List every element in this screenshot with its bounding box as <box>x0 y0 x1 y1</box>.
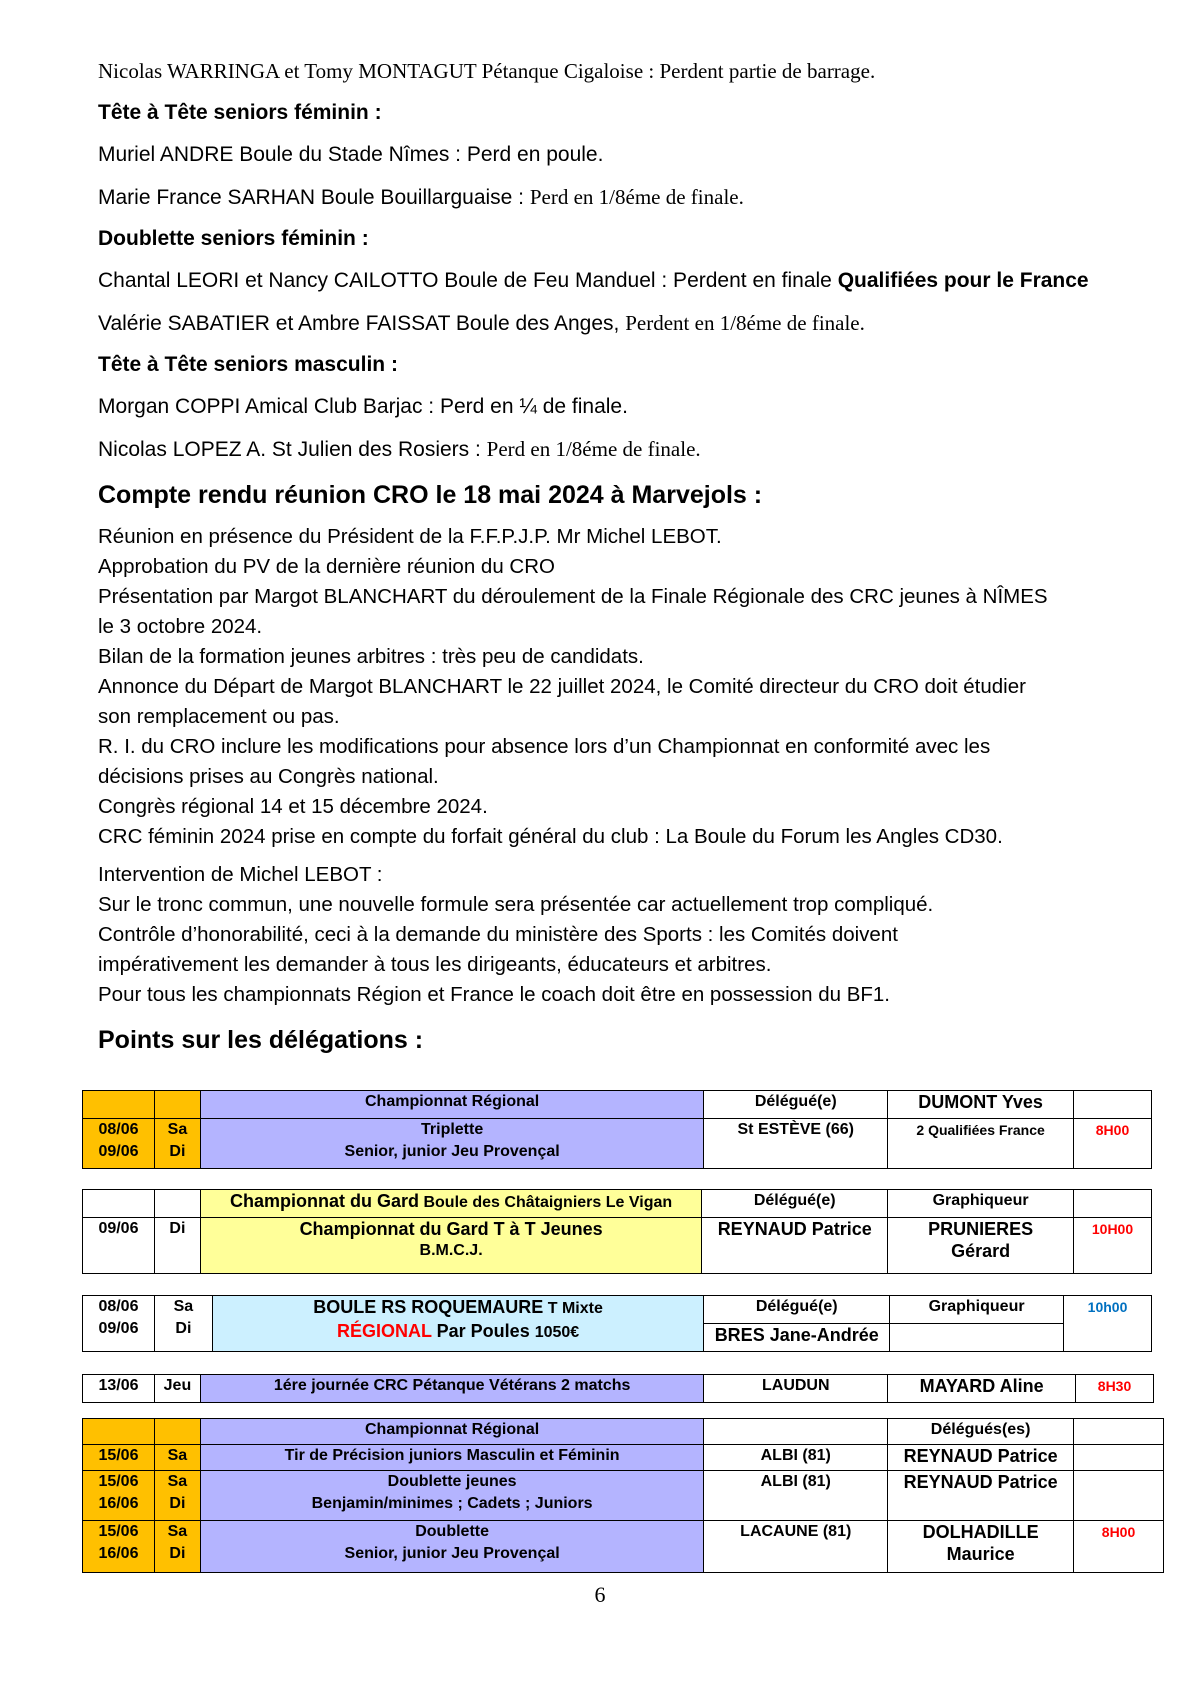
day-cell: Di <box>154 1218 200 1274</box>
date-cell: 13/06 <box>83 1375 155 1403</box>
section-heading: Tête à Tête seniors féminin : <box>98 101 382 124</box>
time-cell: 8H30 <box>1076 1375 1154 1403</box>
event-cell: Tir de Précision juniors Masculin et Féminin <box>200 1445 703 1471</box>
delegation-table-1 <box>82 1090 1152 1169</box>
table-header-role: Délégué(e) <box>702 1190 888 1218</box>
event-cell: 1ére journée CRC Pétanque Vétérans 2 matchs <box>200 1375 703 1403</box>
delegate-cell: REYNAUD Patrice <box>888 1471 1074 1521</box>
report-line: CRC féminin 2024 prise en compte du forfait général du club : La Boule du Forum les Angles CD30. <box>98 825 1003 848</box>
table-row <box>83 1445 1164 1471</box>
result-line: Nicolas WARRINGA et Tomy MONTAGUT Pétanque Cigaloise : Perdent partie de barrage. <box>98 59 876 83</box>
time-cell: 8H00 <box>1074 1119 1152 1169</box>
event-cell: Championnat du Gard T à T Jeunes B.M.C.J. <box>200 1218 701 1274</box>
result-line: Chantal LEORI et Nancy CAILOTTO Boule de Feu Manduel : Perdent en finale Qualifiées pour le France <box>98 269 1089 292</box>
intervention-line: Intervention de Michel LEBOT : <box>98 863 383 886</box>
table-header-role: Délégués(es) <box>888 1419 1074 1445</box>
report-title: Compte rendu réunion CRO le 18 mai 2024 à Marvejols : <box>98 481 763 509</box>
date-cell: 15/06 16/06 <box>83 1471 155 1521</box>
intervention-line: Sur le tronc commun, une nouvelle formule sera présentée car actuellement trop compliqué. <box>98 893 934 916</box>
time-cell: 10h00 <box>1064 1296 1152 1352</box>
day-cell: Sa Di <box>154 1119 200 1169</box>
day-cell: Sa Di <box>154 1296 212 1352</box>
report-line: R. I. du CRO inclure les modifications pour absence lors d’un Championnat en conformité avec les <box>98 735 991 758</box>
place-cell: ALBI (81) <box>704 1445 888 1471</box>
table-header-title: Championnat Régional <box>200 1091 703 1119</box>
delegate-cell: REYNAUD Patrice <box>702 1218 888 1274</box>
place-cell: LACAUNE (81) <box>704 1521 888 1573</box>
result-line: Valérie SABATIER et Ambre FAISSAT Boule des Anges, Perdent en 1/8éme de finale. <box>98 311 865 335</box>
time-cell <box>1074 1445 1164 1471</box>
time-cell: 10H00 <box>1074 1218 1152 1274</box>
result-line: Muriel ANDRE Boule du Stade Nîmes : Perd en poule. <box>98 143 604 166</box>
intervention-line: impérativement les demander à tous les dirigeants, éducateurs et arbitres. <box>98 953 772 976</box>
report-line: Bilan de la formation jeunes arbitres : très peu de candidats. <box>98 645 644 668</box>
table-header-title: Championnat du Gard Boule des Châtaigniers Le Vigan <box>200 1190 701 1218</box>
date-cell: 15/06 16/06 <box>83 1521 155 1573</box>
delegation-table-4 <box>82 1374 1154 1403</box>
graphiqueur-cell: PRUNIERES Gérard <box>888 1218 1074 1274</box>
delegation-table-5 <box>82 1418 1164 1573</box>
delegation-table-2 <box>82 1189 1152 1274</box>
place-cell: LAUDUN <box>704 1375 888 1403</box>
day-cell: Sa Di <box>154 1521 200 1573</box>
delegations-title: Points sur les délégations : <box>98 1026 424 1054</box>
table-header-role: Délégué(e) <box>704 1091 888 1119</box>
date-cell: 08/06 09/06 <box>83 1296 155 1352</box>
page-number: 6 <box>594 1582 606 1607</box>
day-cell: Sa <box>154 1445 200 1471</box>
result-line: Marie France SARHAN Boule Bouillarguaise : Perd en 1/8éme de finale. <box>98 185 744 209</box>
event-cell: Doublette jeunes Benjamin/minimes ; Cadets ; Juniors <box>200 1471 703 1521</box>
report-line: Approbation du PV de la dernière réunion du CRO <box>98 555 555 578</box>
event-cell: Doublette Senior, junior Jeu Provençal <box>200 1521 703 1573</box>
report-line: Réunion en présence du Président de la F.F.P.J.P. Mr Michel LEBOT. <box>98 525 722 548</box>
day-cell: Sa Di <box>154 1471 200 1521</box>
result-line: Nicolas LOPEZ A. St Julien des Rosiers : Perd en 1/8éme de finale. <box>98 437 701 461</box>
place-cell: St ESTÈVE (66) <box>704 1119 888 1169</box>
event-cell: BOULE RS ROQUEMAURE T Mixte RÉGIONAL Par Poules 1050€ <box>212 1296 703 1352</box>
table-header-role: Délégué(e) <box>704 1296 890 1324</box>
note-cell: 2 Qualifiées France <box>888 1119 1074 1169</box>
report-line: son remplacement ou pas. <box>98 705 340 728</box>
table-header-name: DUMONT Yves <box>888 1091 1074 1119</box>
intervention-line: Pour tous les championnats Région et France le coach doit être en possession du BF1. <box>98 983 890 1006</box>
event-cell: Triplette Senior, junior Jeu Provençal <box>200 1119 703 1169</box>
date-cell: 09/06 <box>83 1218 155 1274</box>
result-line: Morgan COPPI Amical Club Barjac : Perd en ¼ de finale. <box>98 395 628 418</box>
report-line: le 3 octobre 2024. <box>98 615 263 638</box>
intervention-line: Contrôle d’honorabilité, ceci à la demande du ministère des Sports : les Comités doivent <box>98 923 898 946</box>
table-header-graph: Graphiqueur <box>888 1190 1074 1218</box>
time-cell: 8H00 <box>1074 1521 1164 1573</box>
report-body <box>98 522 1118 1010</box>
delegate-cell: REYNAUD Patrice <box>888 1445 1074 1471</box>
report-line: Présentation par Margot BLANCHART du déroulement de la Finale Régionale des CRC jeunes à NÎMES <box>98 585 1048 608</box>
date-cell: 15/06 <box>83 1445 155 1471</box>
table-row <box>83 1521 1164 1573</box>
report-line: Annonce du Départ de Margot BLANCHART le 22 juillet 2024, le Comité directeur du CRO doit étudier <box>98 675 1026 698</box>
place-cell: ALBI (81) <box>704 1471 888 1521</box>
table-header-title: Championnat Régional <box>200 1419 703 1445</box>
table-header-graph: Graphiqueur <box>890 1296 1064 1324</box>
date-cell: 08/06 09/06 <box>83 1119 155 1169</box>
delegate-cell: BRES Jane-Andrée <box>704 1324 890 1352</box>
time-cell <box>1074 1471 1164 1521</box>
delegation-table-3 <box>82 1295 1152 1352</box>
report-line: Congrès régional 14 et 15 décembre 2024. <box>98 795 488 818</box>
delegate-cell: MAYARD Aline <box>888 1375 1076 1403</box>
delegate-cell: DOLHADILLE Maurice <box>888 1521 1074 1573</box>
section-heading: Tête à Tête seniors masculin : <box>98 353 398 376</box>
day-cell: Jeu <box>154 1375 200 1403</box>
report-line: décisions prises au Congrès national. <box>98 765 439 788</box>
section-heading: Doublette seniors féminin : <box>98 227 369 250</box>
table-row <box>83 1471 1164 1521</box>
